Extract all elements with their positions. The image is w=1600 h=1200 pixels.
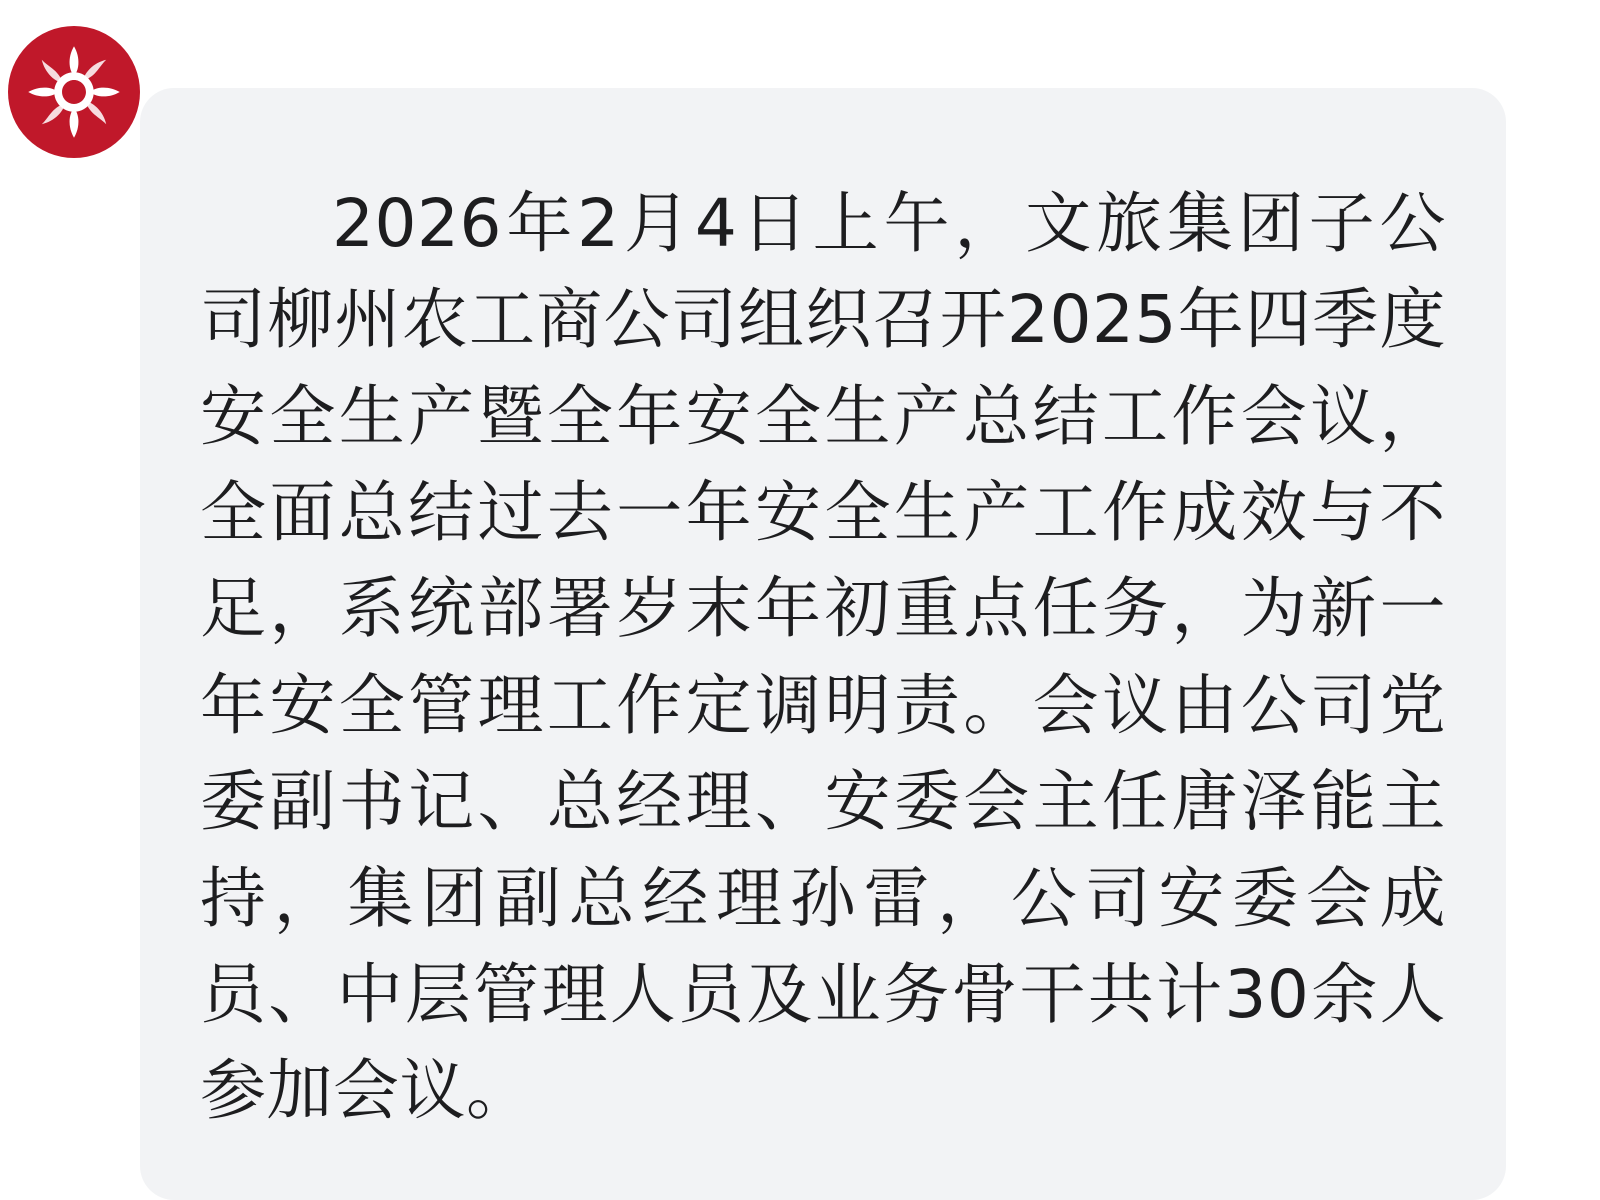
- snowflake-emblem-icon: [22, 40, 126, 144]
- message-bubble: [140, 88, 1506, 1200]
- avatar[interactable]: [8, 26, 140, 158]
- message-body-text: 2026年2月4日上午，文旅集团子公司柳州农工商公司组织召开2025年四季度安全生产暨全年安全生产总结工作会议，全面总结过去一年安全生产工作成效与不足，系统部署岁末年初重点任务，为新一年安全管理工作定调明责。会议由公司党委副书记、总经理、安委会主任唐泽能主持，集团副总经理孙雷，公司安委会成员、中层管理人员及业务骨干共计30余人参加会议。: [200, 185, 1446, 1130]
